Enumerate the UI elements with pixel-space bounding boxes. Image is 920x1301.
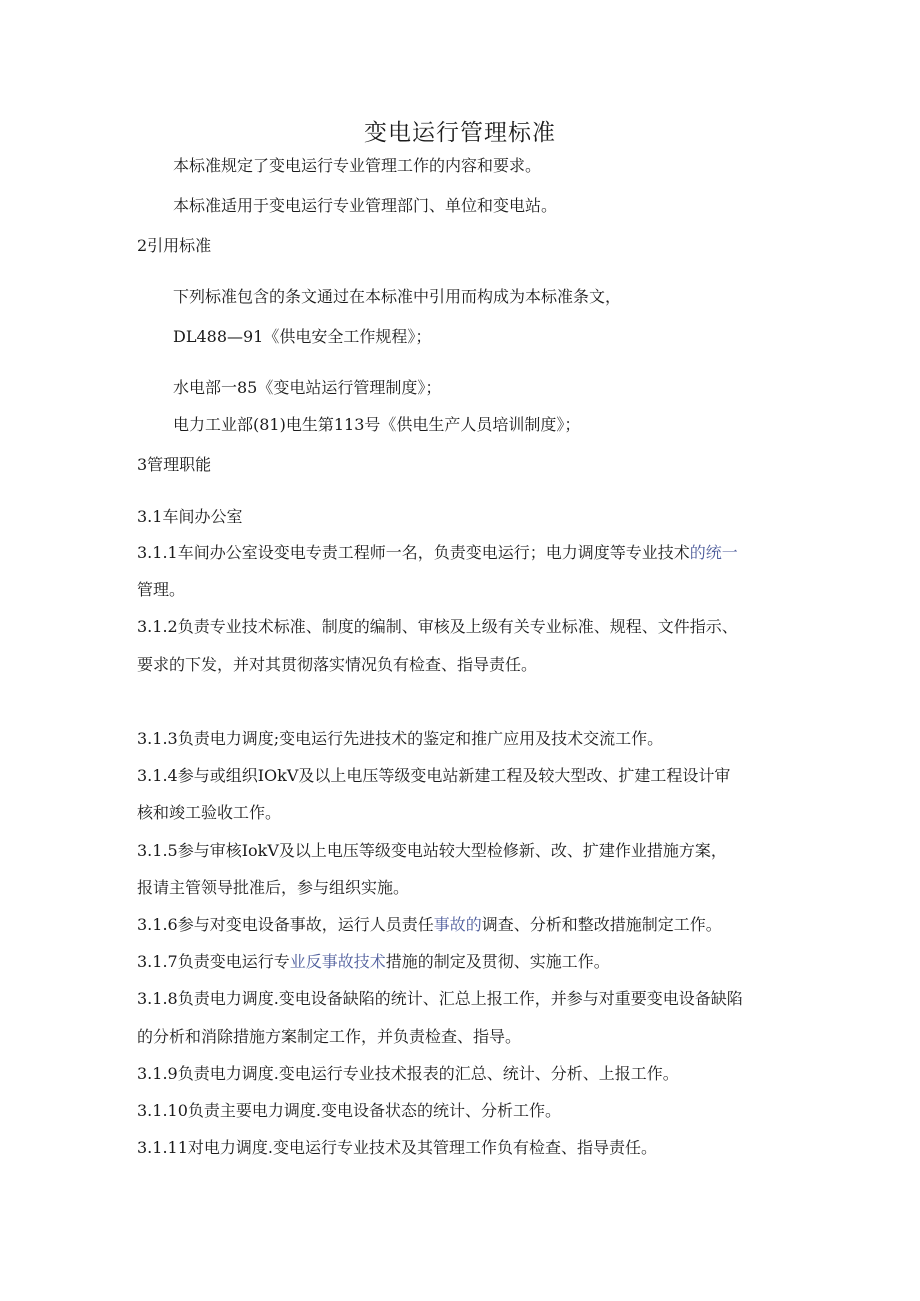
clause-text: 措施的制定及贯彻、实施工作。 [385,952,610,971]
clause-text: 调查、分析和整改措施制定工作。 [481,915,722,934]
clause-3-1-8-cont: 的分析和消除措施方案制定工作，并负责检查、指导。 [137,1027,522,1046]
reference-item: DL488—91《供电安全工作规程》； [173,327,432,346]
intro-scope: 本标准规定了变电运行专业管理工作的内容和要求。 [173,156,542,175]
clause-3-1-1 [137,543,738,563]
reference-item: 水电部一85《变电站运行管理制度》； [173,378,442,397]
clause-3-1-4-cont: 核和竣工验收工作。 [137,803,282,822]
section-2-heading: 2引用标准 [137,236,212,255]
clause-3-1-8: 3.1.8负责电力调度.变电设备缺陷的统计、汇总上报工作，并参与对重要变电设备缺陷 [137,989,743,1008]
section-3-1-heading: 3.1车间办公室 [137,507,243,526]
clause-3-1-7 [137,952,610,972]
clause-3-1-6 [137,915,722,935]
section-2-intro: 下列标准包含的条文通过在本标准中引用而构成为本标准条文， [173,287,622,306]
highlighted-text: 业反事故技术 [289,952,386,971]
clause-3-1-2: 3.1.2负责专业技术标准、制度的编制、审核及上级有关专业标准、规程、文件指示、 [137,617,738,636]
clause-3-1-4: 3.1.4参与或组织IOkV及以上电压等级变电站新建工程及较大型改、扩建工程设计审 [137,766,731,785]
clause-3-1-5-cont: 报请主管领导批准后，参与组织实施。 [137,878,410,897]
clause-3-1-9: 3.1.9负责电力调度.变电运行专业技术报表的汇总、统计、分析、上报工作。 [137,1064,679,1083]
clause-3-1-2-cont: 要求的下发，并对其贯彻落实情况负有检查、指导责任。 [137,655,538,674]
intro-applicability: 本标准适用于变电运行专业管理部门、单位和变电站。 [173,196,558,215]
clause-3-1-1-cont: 管理。 [137,580,186,599]
clause-text: 3.1.1车间办公室设变电专责工程师一名，负责变电运行；电力调度等专业技术 [137,543,690,562]
clause-text: 3.1.6参与对变电设备事故，运行人员责任 [137,915,434,934]
document-title: 变电运行管理标准 [364,120,556,146]
highlighted-text: 的统一 [689,543,738,562]
clause-3-1-5: 3.1.5参与审核IokV及以上电压等级变电站较大型检修新、改、扩建作业措施方案， [137,841,727,860]
section-3-heading: 3管理职能 [137,455,212,474]
clause-text: 3.1.7负责变电运行专 [137,952,290,971]
reference-item: 电力工业部(81)电生第113号《供电生产人员培训制度》； [173,415,581,434]
clause-3-1-10: 3.1.10负责主要电力调度.变电设备状态的统计、分析工作。 [137,1101,561,1120]
clause-3-1-11: 3.1.11对电力调度.变电运行专业技术及其管理工作负有检查、指导责任。 [137,1138,657,1157]
clause-3-1-3: 3.1.3负责电力调度;变电运行先进技术的鉴定和推广应用及技术交流工作。 [137,729,664,748]
highlighted-text: 事故的 [433,915,482,934]
